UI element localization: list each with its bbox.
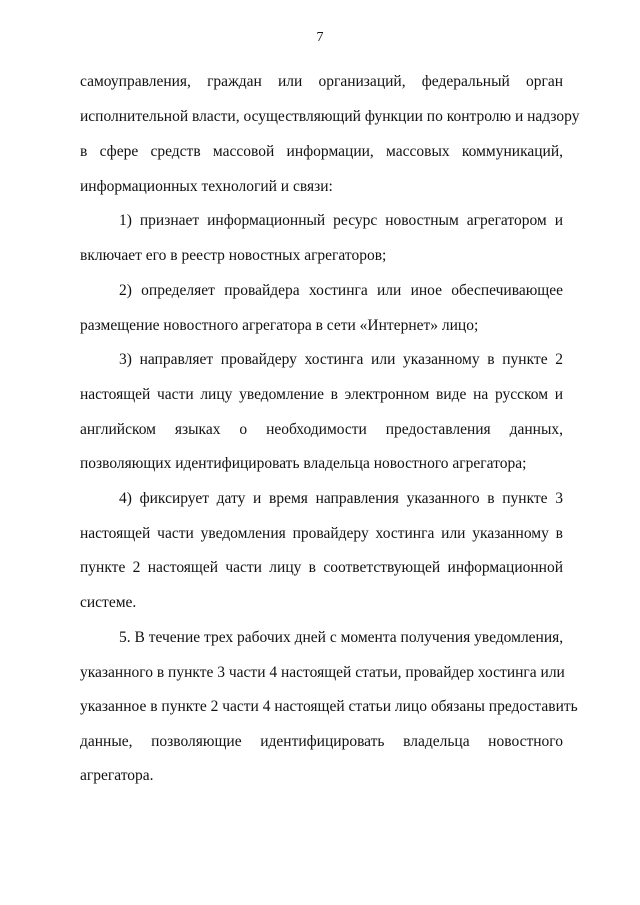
text-line: системе. bbox=[80, 594, 137, 611]
text-line: исполнительной власти, осуществляющий функции по контролю и надзору bbox=[80, 108, 580, 125]
list-item-1-line: 1) признает информационный ресурс новостным агрегатором и bbox=[119, 212, 563, 229]
section-5-line: 5. В течение трех рабочих дней с момента получения уведомления, bbox=[119, 629, 564, 646]
text-line: в сфере средств массовой информации, массовых коммуникаций, bbox=[80, 143, 563, 160]
text-line: данные, позволяющие идентифицировать владельца новостного bbox=[80, 733, 563, 750]
page-number: 7 bbox=[316, 30, 324, 45]
text-line: указанное в пункте 2 части 4 настоящей статьи лицо обязаны предоставить bbox=[80, 698, 578, 715]
list-item-3-line: 3) направляет провайдеру хостинга или указанному в пункте 2 bbox=[119, 351, 563, 368]
text-line: английском языках о необходимости предоставления данных, bbox=[80, 421, 563, 438]
text-line: включает его в реестр новостных агрегаторов; bbox=[80, 247, 387, 264]
text-line: настоящей части лицу уведомление в электронном виде на русском и bbox=[80, 386, 563, 403]
text-line: информационных технологий и связи: bbox=[80, 178, 333, 195]
text-line: размещение новостного агрегатора в сети «Интернет» лицо; bbox=[80, 317, 479, 334]
text-line: самоуправления, граждан или организаций, федеральный орган bbox=[80, 73, 563, 90]
text-line: настоящей части уведомления провайдеру хостинга или указанному в bbox=[80, 525, 563, 542]
text-line: пункте 2 настоящей части лицу в соответствующей информационной bbox=[80, 559, 563, 576]
list-item-4-line: 4) фиксирует дату и время направления указанного в пункте 3 bbox=[119, 490, 563, 507]
list-item-2-line: 2) определяет провайдера хостинга или иное обеспечивающее bbox=[119, 282, 563, 299]
text-line: указанного в пункте 3 части 4 настоящей статьи, провайдер хостинга или bbox=[80, 664, 565, 681]
text-line: агрегатора. bbox=[80, 767, 154, 784]
text-line: позволяющих идентифицировать владельца новостного агрегатора; bbox=[80, 455, 527, 472]
